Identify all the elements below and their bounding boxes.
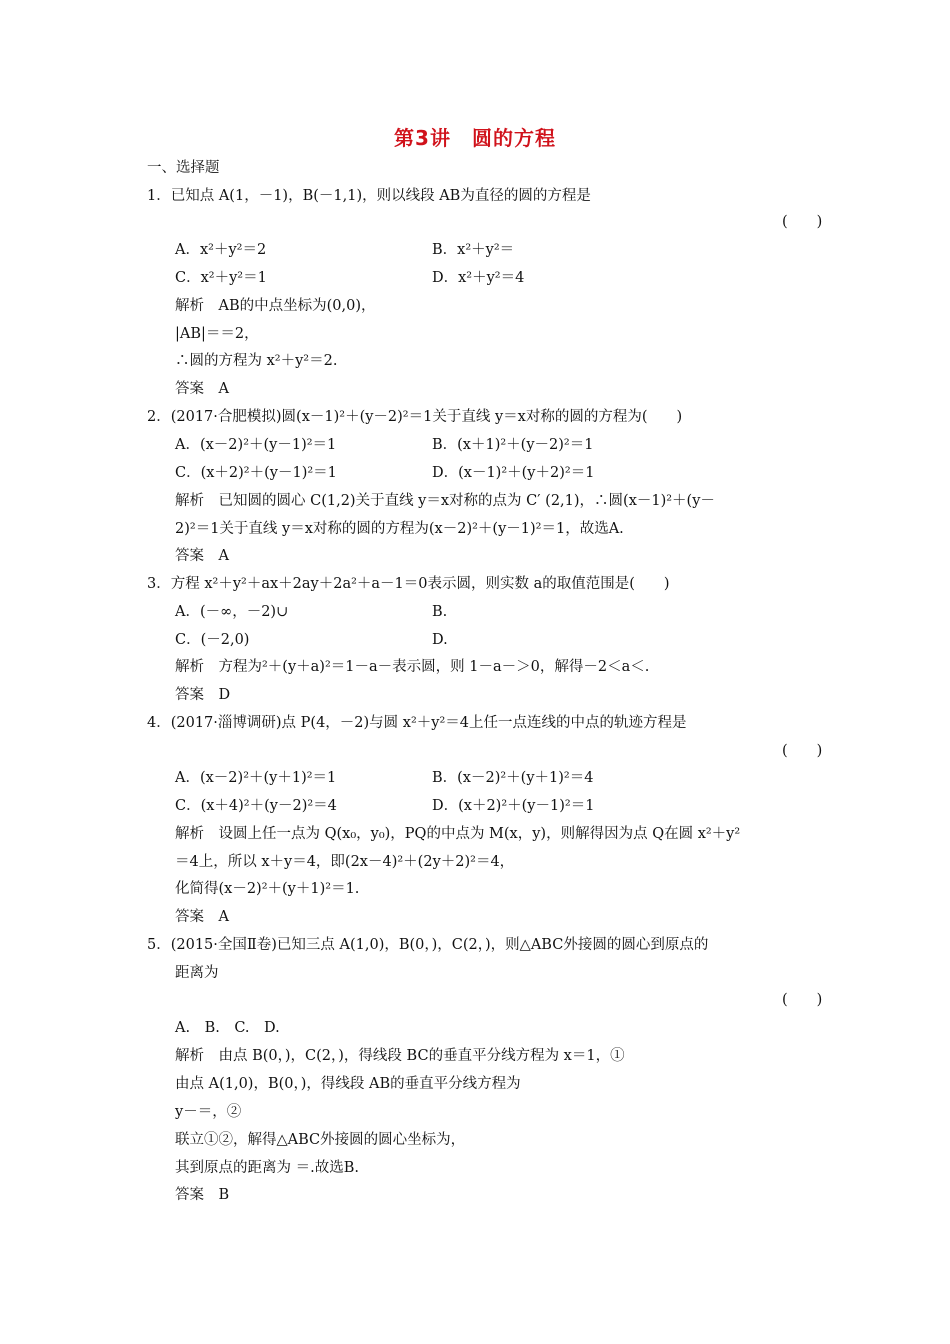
- q2-answer: 答案 A: [175, 548, 229, 564]
- q1-option-b: B．x²＋y²＝: [432, 242, 515, 258]
- q4-answer-blank: ( ): [782, 743, 823, 759]
- q4-option-a: A．(x－2)²＋(y＋1)²＝1: [175, 770, 337, 786]
- q3-solution-line: 解析 方程为²＋(y＋a)²＝1－a－表示圆，则 1－a－＞0，解得－2＜a＜.: [175, 659, 650, 675]
- q1-option-a: A．x²＋y²＝2: [175, 242, 267, 258]
- q4-solution-line: 解析 设圆上任一点为 Q(x₀，y₀)，PQ的中点为 M(x，y)，则解得因为点 Q在圆 x²＋y²: [175, 826, 741, 842]
- section-heading: 一、选择题: [147, 160, 220, 176]
- q3-option-c: C．(－2,0): [175, 632, 250, 648]
- q5-solution-line: 解析 由点 B(0，)，C(2，)，得线段 BC的垂直平分线方程为 x＝1，①: [175, 1048, 625, 1064]
- q2-solution-line: 解析 已知圆的圆心 C(1,2)关于直线 y＝x对称的点为 C′ (2,1)，∴圆(x－1)²＋(y－: [175, 493, 715, 509]
- q5-answer: 答案 B: [175, 1187, 230, 1203]
- q2-option-a: A．(x－2)²＋(y－1)²＝1: [175, 437, 337, 453]
- q4-option-c: C．(x＋4)²＋(y－2)²＝4: [175, 798, 337, 814]
- q5-answer-blank: ( ): [782, 992, 823, 1008]
- q1-option-c: C．x²＋y²＝1: [175, 270, 267, 286]
- q5-stem-continued: 距离为: [175, 965, 219, 981]
- q5-solution-line: 由点 A(1,0)，B(0，)，得线段 AB的垂直平分线方程为: [175, 1076, 521, 1092]
- q1-solution-line: |AB|＝＝2，: [175, 326, 259, 342]
- q3-option-a: A．(－∞，－2)∪: [175, 604, 289, 620]
- q1-solution-line: 解析 AB的中点坐标为(0,0)，: [175, 298, 376, 314]
- q4-option-d: D．(x＋2)²＋(y－1)²＝1: [432, 798, 595, 814]
- q2-stem: 2．(2017·合肥模拟)圆(x－1)²＋(y－2)²＝1关于直线 y＝x对称的圆的方程为( ): [147, 409, 683, 425]
- q2-option-c: C．(x＋2)²＋(y－1)²＝1: [175, 465, 337, 481]
- q4-stem: 4．(2017·淄博调研)点 P(4，－2)与圆 x²＋y²＝4上任一点连线的中点的轨迹方程是: [147, 715, 687, 731]
- q1-answer-blank: ( ): [782, 214, 823, 230]
- page-title: 第3讲 圆的方程: [394, 126, 556, 150]
- q5-solution-line: y－＝，②: [175, 1104, 242, 1120]
- q5-solution-line: 联立①②，解得△ABC外接圆的圆心坐标为，: [175, 1132, 466, 1148]
- q3-option-b: B.: [432, 604, 448, 620]
- q5-solution-line: 其到原点的距离为 ＝.故选B.: [175, 1160, 359, 1176]
- q1-solution-line: ∴圆的方程为 x²＋y²＝2.: [175, 353, 338, 369]
- q4-option-b: B．(x－2)²＋(y＋1)²＝4: [432, 770, 594, 786]
- q2-option-b: B．(x＋1)²＋(y－2)²＝1: [432, 437, 594, 453]
- q3-option-d: D.: [432, 632, 448, 648]
- q5-stem: 5．(2015·全国Ⅱ卷)已知三点 A(1,0)，B(0，)，C(2，)，则△ABC外接圆的圆心到原点的: [147, 937, 709, 953]
- q2-option-d: D．(x－1)²＋(y＋2)²＝1: [432, 465, 595, 481]
- q5-options: A. B. C. D.: [175, 1020, 280, 1036]
- q4-solution-line: ＝4上，所以 x＋y＝4，即(2x－4)²＋(2y＋2)²＝4，: [175, 854, 515, 870]
- q1-answer: 答案 A: [175, 381, 229, 397]
- q3-stem: 3．方程 x²＋y²＋ax＋2ay＋2a²＋a－1＝0表示圆，则实数 a的取值范围是( ): [147, 576, 670, 592]
- q1-option-d: D．x²＋y²＝4: [432, 270, 525, 286]
- q4-solution-line: 化简得(x－2)²＋(y＋1)²＝1.: [175, 881, 360, 897]
- q3-answer: 答案 D: [175, 687, 231, 703]
- q1-stem: 1．已知点 A(1，－1)，B(－1,1)，则以线段 AB为直径的圆的方程是: [147, 188, 591, 204]
- q2-solution-line: 2)²＝1关于直线 y＝x对称的圆的方程为(x－2)²＋(y－1)²＝1，故选A.: [175, 521, 624, 537]
- q4-answer: 答案 A: [175, 909, 229, 925]
